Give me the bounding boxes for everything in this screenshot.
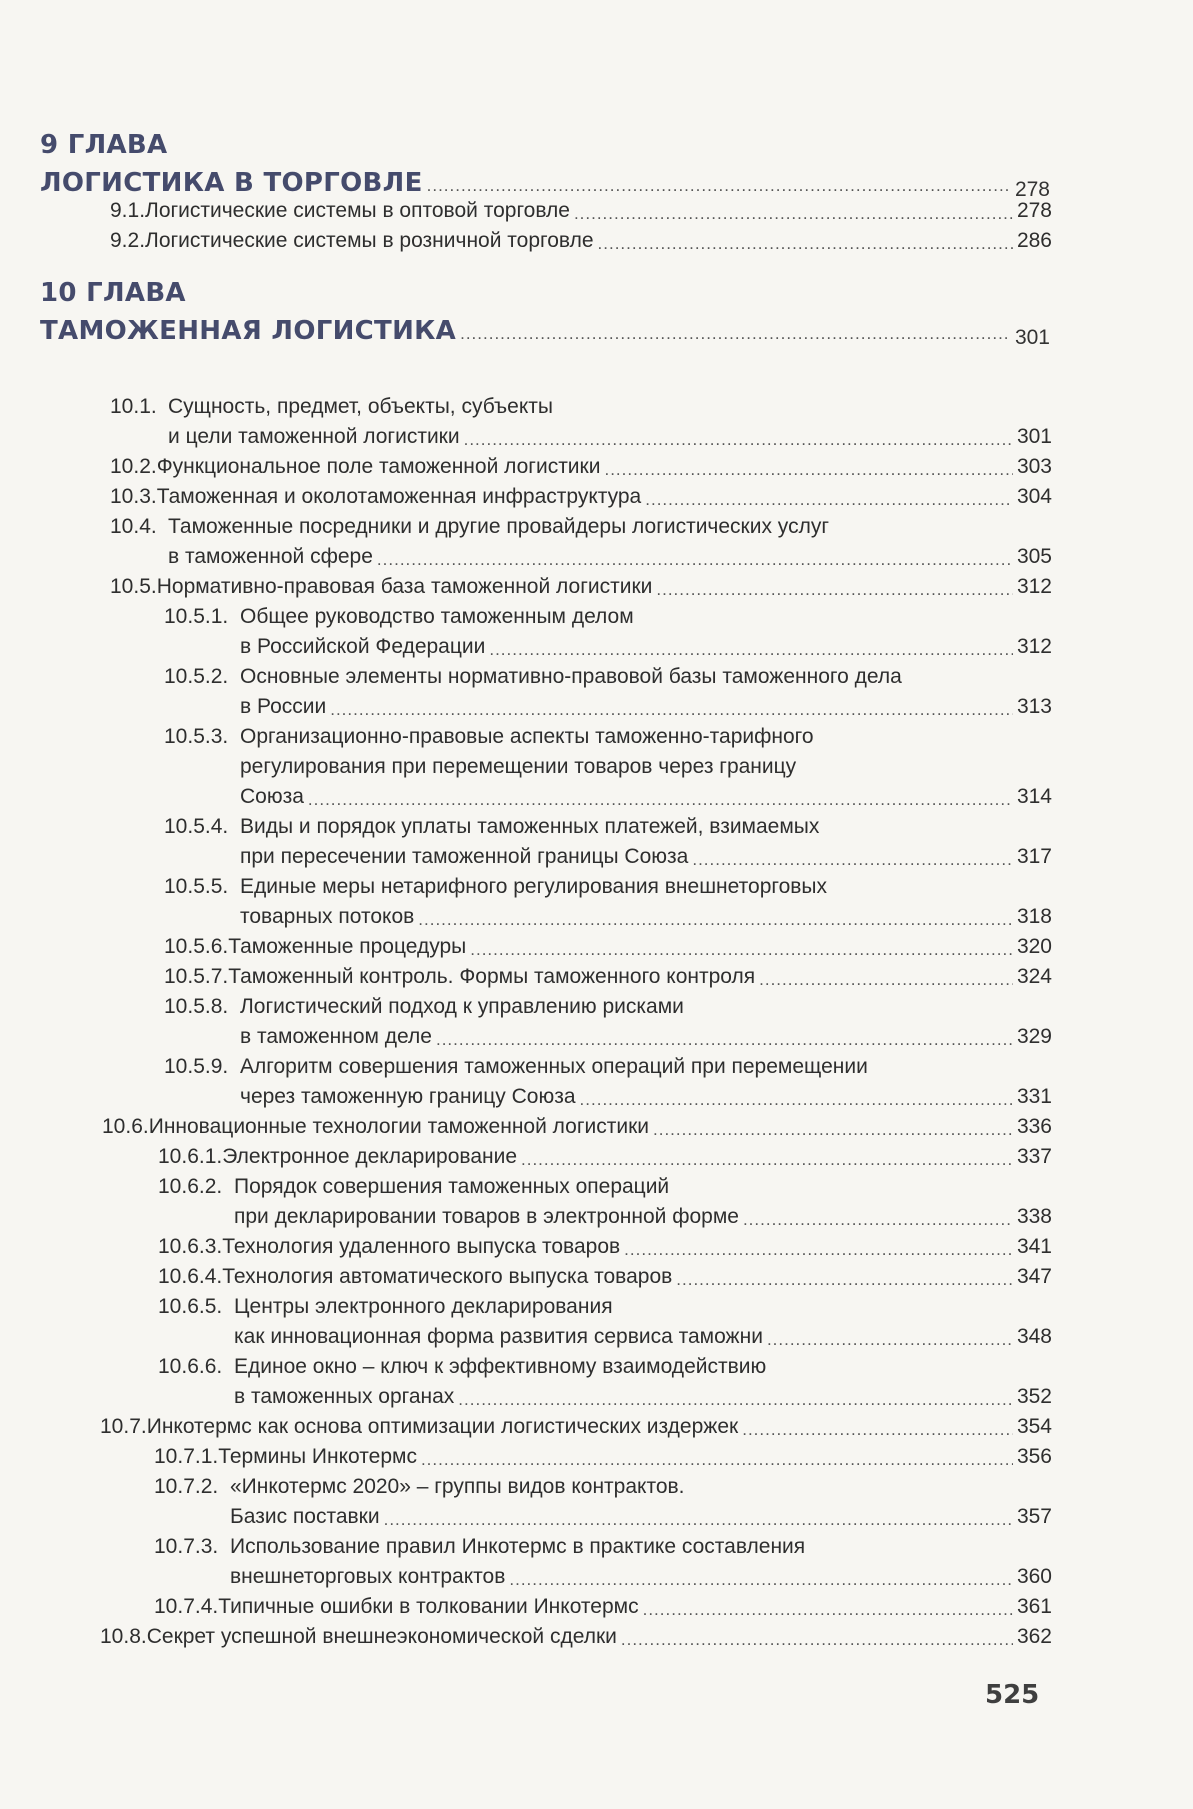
- leader-dots: [308, 791, 1013, 808]
- section-title: Единые меры нетарифного регулирования внешнеторговых: [240, 875, 827, 898]
- toc-entry[interactable]: [164, 872, 1052, 932]
- toc-entry[interactable]: [110, 512, 1052, 572]
- section-title: при пересечении таможенной границы Союза: [240, 845, 689, 868]
- toc-entry[interactable]: [158, 1262, 1052, 1292]
- toc-entry-line: [158, 1142, 1052, 1172]
- section-title: Секрет успешной внешнеэкономической сделки: [146, 1625, 617, 1648]
- section-number: 10.7.3.: [154, 1535, 219, 1558]
- toc-entry[interactable]: [100, 1622, 1052, 1652]
- section-title: Общее руководство таможенным делом: [240, 605, 634, 628]
- toc-entry-line: [110, 226, 1052, 256]
- leader-dots: [643, 1601, 1013, 1618]
- toc-entry-line: [110, 512, 1052, 542]
- toc-entry-line: [110, 572, 1052, 602]
- page-ref: 361: [1016, 1595, 1052, 1618]
- toc-entry[interactable]: [154, 1442, 1052, 1472]
- section-number: 10.6.: [102, 1115, 149, 1138]
- section-title: регулирования при перемещении товаров через границу: [240, 755, 797, 778]
- page-ref: 312: [1016, 575, 1052, 598]
- page-ref: 301: [1014, 326, 1050, 349]
- page-ref: 305: [1016, 545, 1052, 568]
- leader-dots: [470, 941, 1013, 958]
- section-title: при декларировании товаров в электронной форме: [234, 1205, 739, 1228]
- toc-entry[interactable]: [164, 962, 1052, 992]
- toc-entry-line: [110, 542, 1052, 572]
- leader-dots: [574, 205, 1013, 222]
- page-ref: 337: [1016, 1145, 1052, 1168]
- section-title: и цели таможенной логистики: [168, 425, 460, 448]
- page-ref: 278: [1014, 178, 1050, 201]
- toc-entry-line: [164, 752, 1052, 782]
- section-title: в Российской Федерации: [240, 635, 486, 658]
- section-title: Таможенные посредники и другие провайдеры логистических услуг: [168, 515, 829, 538]
- toc-entry-line: [158, 1292, 1052, 1322]
- toc-entry-line: [102, 1112, 1052, 1142]
- toc-entry-line: [164, 692, 1052, 722]
- section-title: Логистический подход к управлению рисками: [240, 995, 684, 1018]
- leader-dots: [436, 1031, 1013, 1048]
- section-title: в таможенном деле: [240, 1025, 432, 1048]
- page-ref: 354: [1016, 1415, 1052, 1438]
- page-ref: 357: [1016, 1505, 1052, 1528]
- toc-entry[interactable]: [164, 602, 1052, 662]
- page-number: 525: [985, 1680, 1040, 1710]
- leader-dots: [464, 431, 1013, 448]
- section-title: в таможенных органах: [234, 1385, 455, 1408]
- toc-entry[interactable]: [158, 1352, 1052, 1412]
- page-ref: 336: [1016, 1115, 1052, 1138]
- page-ref: 303: [1016, 455, 1052, 478]
- page-ref: 331: [1016, 1085, 1052, 1108]
- page-ref: 356: [1016, 1445, 1052, 1468]
- section-number: 10.2.: [110, 455, 157, 478]
- leader-dots: [458, 1391, 1013, 1408]
- section-title: Таможенная и околотаможенная инфраструктура: [156, 485, 642, 508]
- section-number: 10.7.: [100, 1415, 147, 1438]
- leader-dots: [653, 1121, 1013, 1138]
- toc-entry[interactable]: [164, 1052, 1052, 1112]
- section-title: Технология автоматического выпуска товаров: [222, 1265, 673, 1288]
- page-ref: 312: [1016, 635, 1052, 658]
- section-title: Таможенные процедуры: [228, 935, 467, 958]
- toc-entry[interactable]: [154, 1472, 1052, 1532]
- leader-dots: [645, 491, 1013, 508]
- section-title: через таможенную границу Союза: [240, 1085, 576, 1108]
- toc-entry[interactable]: [158, 1142, 1052, 1172]
- toc-entry-line: [164, 992, 1052, 1022]
- toc-entry[interactable]: [110, 226, 1052, 256]
- page-ref: 313: [1016, 695, 1052, 718]
- toc-entry-line: [154, 1592, 1052, 1622]
- section-title: Таможенный контроль. Формы таможенного контроля: [228, 965, 756, 988]
- toc-entry-line: [164, 872, 1052, 902]
- leader-dots: [692, 851, 1013, 868]
- page-ref: 338: [1016, 1205, 1052, 1228]
- section-title: Инкотермс как основа оптимизации логистических издержек: [146, 1415, 739, 1438]
- toc-entry-line: [164, 1052, 1052, 1082]
- section-number: 10.5.4.: [164, 815, 229, 838]
- chapter-title: ЛОГИСТИКА В ТОРГОВЛЕ: [40, 168, 423, 198]
- toc-entry[interactable]: [110, 482, 1052, 512]
- section-title: «Инкотермс 2020» – группы видов контрактов.: [230, 1475, 685, 1498]
- toc-entry[interactable]: [158, 1232, 1052, 1262]
- leader-dots: [384, 1511, 1013, 1528]
- page-ref: 324: [1016, 965, 1052, 988]
- toc-entry-line: [164, 812, 1052, 842]
- section-number: 10.5.6.: [164, 935, 229, 958]
- leader-dots: [521, 1151, 1013, 1168]
- chapter-title-row[interactable]: [40, 310, 1050, 349]
- toc-entry[interactable]: [158, 1292, 1052, 1352]
- leader-dots: [580, 1091, 1013, 1108]
- section-title: Технология удаленного выпуска товаров: [222, 1235, 621, 1258]
- section-title: Единое окно – ключ к эффективному взаимодействию: [234, 1355, 767, 1378]
- leader-dots: [330, 701, 1013, 718]
- section-number: 10.7.1.: [154, 1445, 219, 1468]
- section-title: Базис поставки: [230, 1505, 380, 1528]
- toc-entry-line: [110, 196, 1052, 226]
- section-title: Сущность, предмет, объекты, субъекты: [168, 395, 553, 418]
- section-title: в таможенной сфере: [168, 545, 373, 568]
- page-ref: 278: [1016, 199, 1052, 222]
- section-number: 9.2.: [110, 229, 146, 252]
- toc-entry[interactable]: [154, 1592, 1052, 1622]
- leader-dots: [604, 461, 1012, 478]
- section-title: Виды и порядок уплаты таможенных платежей, взимаемых: [240, 815, 820, 838]
- chapter-number: 10 ГЛАВА: [40, 278, 186, 308]
- toc-entry-line: [164, 842, 1052, 872]
- page-ref: 347: [1016, 1265, 1052, 1288]
- leader-dots: [418, 911, 1013, 928]
- toc-entry-line: [164, 902, 1052, 932]
- toc-entry-line: [164, 722, 1052, 752]
- section-number: 10.7.4.: [154, 1595, 219, 1618]
- page-ref: 341: [1016, 1235, 1052, 1258]
- section-title: Союза: [240, 785, 304, 808]
- chapter-10-heading: [40, 276, 1050, 349]
- toc-entry-line: [154, 1532, 1052, 1562]
- page-ref: 314: [1016, 785, 1052, 808]
- section-title: Термины Инкотермс: [218, 1445, 417, 1468]
- toc-entry[interactable]: [110, 572, 1052, 602]
- page-ref: 320: [1016, 935, 1052, 958]
- leader-dots: [742, 1421, 1013, 1438]
- section-title: Алгоритм совершения таможенных операций при перемещении: [240, 1055, 868, 1078]
- section-number: 10.5.3.: [164, 725, 229, 748]
- page-ref: 348: [1016, 1325, 1052, 1348]
- toc-entry-line: [100, 1622, 1052, 1652]
- section-number: 10.5.1.: [164, 605, 229, 628]
- section-title: как инновационная форма развития сервиса таможни: [234, 1325, 763, 1348]
- leader-dots: [421, 1451, 1013, 1468]
- page-ref: 352: [1016, 1385, 1052, 1408]
- leader-dots: [624, 1241, 1013, 1258]
- page-ref: 304: [1016, 485, 1052, 508]
- page-ref: 301: [1016, 425, 1052, 448]
- toc-entry-line: [164, 602, 1052, 632]
- leader-dots: [460, 325, 1011, 342]
- section-number: 10.4.: [110, 515, 157, 538]
- toc-entry-line: [154, 1502, 1052, 1532]
- toc-entry[interactable]: [154, 1532, 1052, 1592]
- leader-dots: [676, 1271, 1013, 1288]
- toc-entry-line: [158, 1232, 1052, 1262]
- section-title: Нормативно-правовая база таможенной логистики: [156, 575, 653, 598]
- toc-entry-line: [154, 1472, 1052, 1502]
- section-number: 10.5.8.: [164, 995, 229, 1018]
- toc-entry-line: [164, 962, 1052, 992]
- toc-entry-line: [110, 422, 1052, 452]
- section-number: 10.6.6.: [158, 1355, 223, 1378]
- section-title: Центры электронного декларирования: [234, 1295, 613, 1318]
- section-number: 10.5.: [110, 575, 157, 598]
- section-title: Порядок совершения таможенных операций: [234, 1175, 670, 1198]
- leader-dots: [377, 551, 1013, 568]
- leader-dots: [656, 581, 1013, 598]
- section-number: 10.5.9.: [164, 1055, 229, 1078]
- toc-entry-line: [164, 662, 1052, 692]
- toc-entry-line: [100, 1412, 1052, 1442]
- section-title: Основные элементы нормативно-правовой базы таможенного дела: [240, 665, 902, 688]
- chapter-number: 9 ГЛАВА: [40, 130, 168, 160]
- toc-entry[interactable]: [158, 1172, 1052, 1232]
- chapter-title: ТАМОЖЕННАЯ ЛОГИСТИКА: [40, 316, 457, 346]
- page-ref: 329: [1016, 1025, 1052, 1048]
- section-title: Логистические системы в розничной торговле: [145, 229, 594, 252]
- leader-dots: [767, 1331, 1013, 1348]
- section-title: товарных потоков: [240, 905, 415, 928]
- toc-entry-line: [164, 1082, 1052, 1112]
- toc-entry-line: [164, 1022, 1052, 1052]
- toc-entry-line: [158, 1262, 1052, 1292]
- toc-entry-line: [158, 1322, 1052, 1352]
- toc-entry-line: [164, 632, 1052, 662]
- leader-dots: [598, 235, 1013, 252]
- section-number: 10.1.: [110, 395, 157, 418]
- toc-entry-line: [110, 392, 1052, 422]
- section-number: 10.3.: [110, 485, 157, 508]
- page-ref: 362: [1016, 1625, 1052, 1648]
- section-number: 10.6.3.: [158, 1235, 223, 1258]
- section-number: 10.8.: [100, 1625, 147, 1648]
- leader-dots: [489, 641, 1013, 658]
- chapter-title-row[interactable]: [40, 162, 1050, 201]
- section-number: 10.6.1.: [158, 1145, 223, 1168]
- toc-entry-line: [158, 1382, 1052, 1412]
- section-title: Электронное декларирование: [222, 1145, 518, 1168]
- leader-dots: [427, 177, 1011, 194]
- leader-dots: [759, 971, 1013, 988]
- toc-entry[interactable]: [110, 392, 1052, 452]
- toc-entry[interactable]: [164, 992, 1052, 1052]
- section-number: 10.5.5.: [164, 875, 229, 898]
- toc-entry-line: [154, 1562, 1052, 1592]
- section-title: внешнеторговых контрактов: [230, 1565, 506, 1588]
- section-number: 10.6.4.: [158, 1265, 223, 1288]
- leader-dots: [743, 1211, 1013, 1228]
- section-title: Использование правил Инкотермс в практике составления: [230, 1535, 806, 1558]
- toc-entry-line: [158, 1172, 1052, 1202]
- section-number: 10.6.2.: [158, 1175, 223, 1198]
- toc-entry[interactable]: [164, 662, 1052, 722]
- toc-entry-line: [154, 1442, 1052, 1472]
- section-title: Логистические системы в оптовой торговле: [145, 199, 570, 222]
- section-title: Функциональное поле таможенной логистики: [156, 455, 601, 478]
- page-ref: 360: [1016, 1565, 1052, 1588]
- toc-entry-line: [110, 452, 1052, 482]
- section-title: Организационно-правовые аспекты таможенно-тарифного: [240, 725, 814, 748]
- toc-entry[interactable]: [164, 722, 1052, 812]
- toc-entry-line: [158, 1352, 1052, 1382]
- page-ref: 286: [1016, 229, 1052, 252]
- section-number: 9.1.: [110, 199, 146, 222]
- section-number: 10.5.7.: [164, 965, 229, 988]
- chapter-9-heading: [40, 128, 1050, 201]
- toc-entry[interactable]: [164, 812, 1052, 872]
- section-title: Типичные ошибки в толковании Инкотермс: [218, 1595, 639, 1618]
- leader-dots: [621, 1631, 1013, 1648]
- section-number: 10.7.2.: [154, 1475, 219, 1498]
- section-number: 10.6.5.: [158, 1295, 223, 1318]
- toc-entry[interactable]: [164, 932, 1052, 962]
- toc-entry-line: [164, 932, 1052, 962]
- toc-entry[interactable]: [110, 196, 1052, 226]
- toc-entry[interactable]: [100, 1412, 1052, 1442]
- section-title: Инновационные технологии таможенной логистики: [148, 1115, 649, 1138]
- page-ref: 318: [1016, 905, 1052, 928]
- toc-entry[interactable]: [110, 452, 1052, 482]
- page-ref: 317: [1016, 845, 1052, 868]
- toc-entry-line: [158, 1202, 1052, 1232]
- section-title: в России: [240, 695, 327, 718]
- toc-entry-line: [110, 482, 1052, 512]
- toc-entry[interactable]: [102, 1112, 1052, 1142]
- leader-dots: [509, 1571, 1013, 1588]
- toc-entry-line: [164, 782, 1052, 812]
- section-number: 10.5.2.: [164, 665, 229, 688]
